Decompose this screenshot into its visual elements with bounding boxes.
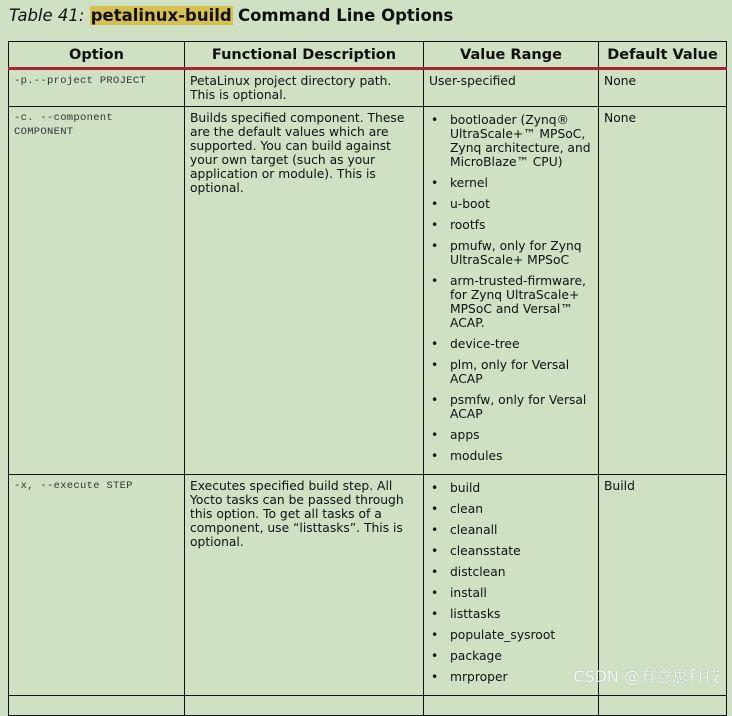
header-option: Option bbox=[9, 42, 185, 69]
range-cell: User-specified bbox=[424, 69, 599, 107]
default-cell: None bbox=[599, 107, 727, 475]
table-row bbox=[9, 475, 727, 696]
range-item: • clean bbox=[429, 502, 593, 516]
range-item: • rootfs bbox=[429, 218, 593, 232]
default-cell: None bbox=[599, 69, 727, 107]
options-table bbox=[8, 41, 727, 716]
range-item: • distclean bbox=[429, 565, 593, 579]
watermark: CSDN @有意思科技 bbox=[573, 667, 720, 686]
caption-suffix: Command Line Options bbox=[237, 6, 454, 25]
range-item: • build bbox=[429, 481, 593, 495]
range-item: • mrproper bbox=[429, 670, 593, 684]
range-item: • install bbox=[429, 586, 593, 600]
range-item: • bootloader (Zynq® UltraScale+™ MPSoC, Zynq architecture, and MicroBlaze™ CPU) bbox=[429, 113, 593, 169]
range-item: • cleanall bbox=[429, 523, 593, 537]
description-cell: Builds specified component. These are the default values which are supported. You can build against your own target (such as your application or module). This is optional. bbox=[185, 107, 424, 475]
default-cell: Build bbox=[599, 475, 727, 696]
table-caption bbox=[9, 6, 453, 25]
table-row bbox=[9, 69, 727, 107]
description-cell: Executes specified build step. All Yocto tasks can be passed through this option. To get all tasks of a component, use “listtasks”. This is optional. bbox=[185, 475, 424, 696]
range-item: • pmufw, only for Zynq UltraScale+ MPSoC bbox=[429, 239, 593, 267]
header-description: Functional Description bbox=[185, 42, 424, 69]
range-item: • populate_sysroot bbox=[429, 628, 593, 642]
option-cell: -c. --component COMPONENT bbox=[9, 107, 185, 475]
table-row bbox=[9, 107, 727, 475]
range-item: • kernel bbox=[429, 176, 593, 190]
header-row bbox=[9, 42, 727, 69]
range-list bbox=[429, 481, 593, 684]
option-cell: -x, --execute STEP bbox=[9, 475, 185, 696]
range-list bbox=[429, 113, 593, 463]
table-row-partial bbox=[9, 696, 727, 716]
range-item: • package bbox=[429, 649, 593, 663]
caption-command: petalinux-build bbox=[90, 6, 232, 25]
range-cell bbox=[424, 475, 599, 696]
description-cell: PetaLinux project directory path. This is optional. bbox=[185, 69, 424, 107]
header-default: Default Value bbox=[599, 42, 727, 69]
range-item: • plm, only for Versal ACAP bbox=[429, 358, 593, 386]
range-item: • psmfw, only for Versal ACAP bbox=[429, 393, 593, 421]
option-cell: -p.--project PROJECT bbox=[9, 69, 185, 107]
range-item: • arm-trusted-firmware, for Zynq UltraScale+ MPSoC and Versal™ ACAP. bbox=[429, 274, 593, 330]
range-item: • listtasks bbox=[429, 607, 593, 621]
caption-prefix: Table 41: bbox=[9, 6, 85, 25]
range-item: • modules bbox=[429, 449, 593, 463]
header-range: Value Range bbox=[424, 42, 599, 69]
range-item: • cleansstate bbox=[429, 544, 593, 558]
range-item: • apps bbox=[429, 428, 593, 442]
range-item: • device-tree bbox=[429, 337, 593, 351]
range-item: • u-boot bbox=[429, 197, 593, 211]
range-cell bbox=[424, 107, 599, 475]
